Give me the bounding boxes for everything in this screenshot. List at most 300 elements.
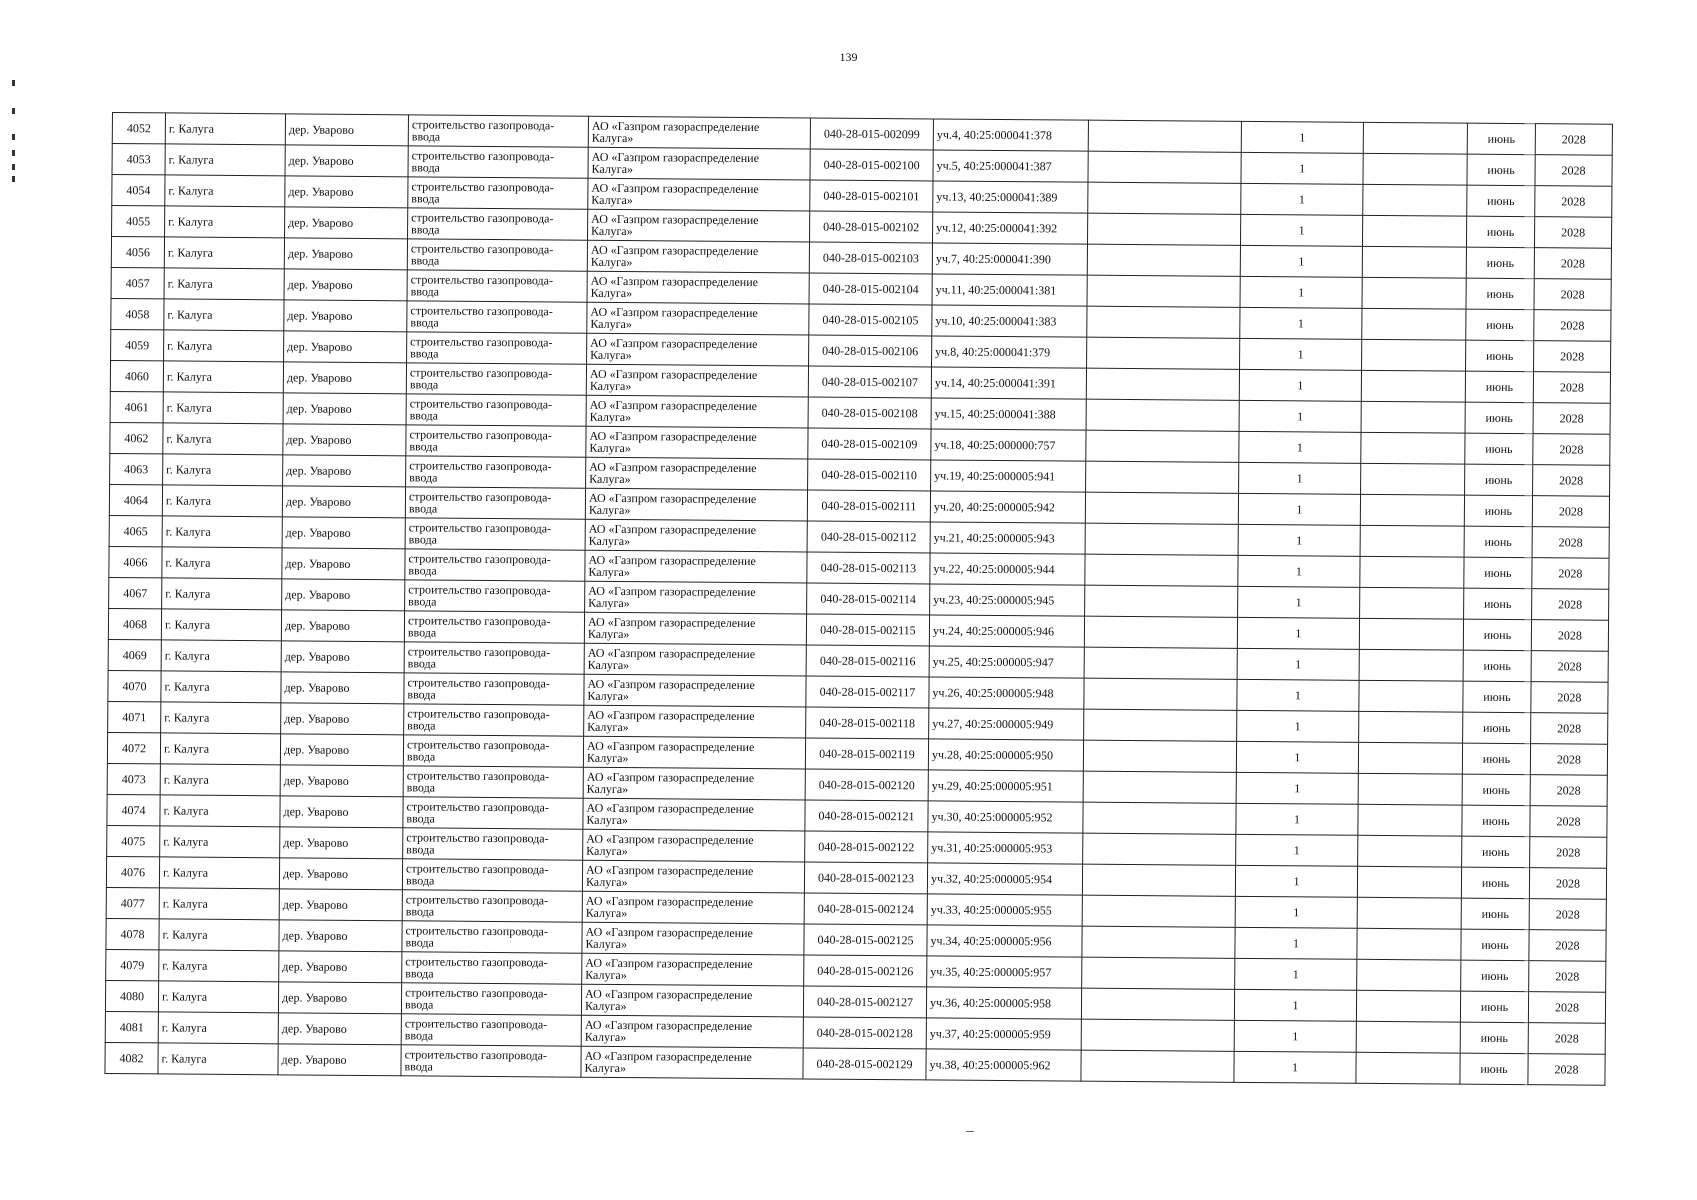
settlement: дер. Уварово xyxy=(287,245,353,261)
work-text-1: строительство газопровода- xyxy=(407,706,550,722)
quantity: 1 xyxy=(1293,904,1300,919)
settlement-cell xyxy=(283,424,406,456)
organization-line-1: АО «Газпром газораспределение xyxy=(586,769,755,786)
row-number: 4056 xyxy=(125,244,150,259)
quantity: 1 xyxy=(1299,129,1306,144)
empty-cell xyxy=(1356,1021,1460,1053)
work-line-2: ввода xyxy=(404,1028,434,1043)
empty-cell xyxy=(1088,182,1241,214)
month: июнь xyxy=(1480,999,1509,1014)
year-cell xyxy=(1534,310,1611,342)
month-cell xyxy=(1464,495,1532,527)
empty-cell xyxy=(1088,120,1241,152)
work-cell xyxy=(404,642,584,674)
year: 2028 xyxy=(1556,782,1581,798)
organization-line-1: АО «Газпром газораспределение xyxy=(591,180,759,197)
quantity-cell xyxy=(1238,555,1360,587)
month-cell xyxy=(1462,836,1530,868)
quantity: 1 xyxy=(1293,873,1300,888)
empty-cell xyxy=(1082,957,1235,989)
organization-line-2: Калуга» xyxy=(591,161,634,177)
organization-cell xyxy=(584,643,806,676)
empty-cell xyxy=(1085,554,1238,586)
quantity-cell xyxy=(1240,245,1362,277)
city-cell xyxy=(162,547,282,579)
organization-cell xyxy=(583,736,805,769)
row-number-cell xyxy=(110,422,163,453)
quantity: 1 xyxy=(1296,439,1303,454)
organization-line-1: АО «Газпром газораспределение xyxy=(586,862,754,879)
register-table xyxy=(104,112,1613,1086)
settlement-cell xyxy=(281,672,404,704)
year-cell xyxy=(1533,434,1610,466)
work-cell xyxy=(404,704,584,736)
work-line-2: ввода xyxy=(404,1059,433,1074)
code-cell xyxy=(809,335,932,367)
row-number-cell xyxy=(107,794,160,825)
work-line-2: ввода xyxy=(406,780,436,795)
empty-cell xyxy=(1087,275,1240,307)
plot-cell xyxy=(931,460,1086,492)
cadastral-plot: уч.12, 40:25:000041:392 xyxy=(936,219,1058,235)
row-number: 4071 xyxy=(122,709,147,724)
organization-line-2: Калуга» xyxy=(584,998,627,1014)
plot-cell xyxy=(933,119,1088,151)
settlement: дер. Уварово xyxy=(282,958,348,974)
work-line-2: ввода xyxy=(407,718,436,733)
organization-cell xyxy=(581,1046,803,1079)
work-cell xyxy=(401,1014,581,1046)
city: г. Калуга xyxy=(161,1050,207,1066)
city: г. Калуга xyxy=(164,647,210,663)
quantity: 1 xyxy=(1296,532,1303,547)
month-cell xyxy=(1462,743,1530,775)
code-cell xyxy=(806,676,929,708)
row-number: 4072 xyxy=(121,740,147,755)
code-cell xyxy=(804,862,927,894)
plot-cell xyxy=(933,181,1088,213)
quantity: 1 xyxy=(1294,687,1302,702)
month-cell xyxy=(1462,774,1530,806)
organization-line-1: АО «Газпром газораспределение xyxy=(589,366,758,383)
code-cell xyxy=(808,366,931,398)
organization-line-2: Калуга» xyxy=(589,409,632,425)
year: 2028 xyxy=(1560,286,1585,302)
quantity-cell xyxy=(1236,834,1358,866)
city-cell xyxy=(163,392,283,424)
row-number-cell xyxy=(106,949,159,980)
city-cell xyxy=(160,733,280,765)
work-cell xyxy=(407,270,587,302)
city: г. Калуга xyxy=(167,275,213,291)
code-cell xyxy=(810,118,933,150)
row-number: 4081 xyxy=(119,1019,144,1034)
year-cell xyxy=(1528,992,1605,1024)
month: июнь xyxy=(1482,782,1510,797)
row-number-cell xyxy=(111,237,164,268)
settlement-cell xyxy=(282,486,405,518)
settlement: дер. Уварово xyxy=(282,927,348,943)
plot-cell xyxy=(932,336,1087,368)
city-cell xyxy=(165,175,285,207)
code-cell xyxy=(804,893,927,925)
row-number: 4060 xyxy=(124,368,149,383)
empty-cell xyxy=(1358,742,1462,774)
settlement: дер. Уварово xyxy=(285,586,351,602)
year-cell xyxy=(1533,465,1610,497)
city-cell xyxy=(162,516,282,548)
row-number: 4062 xyxy=(124,430,149,445)
month-cell xyxy=(1466,247,1534,279)
month-cell xyxy=(1463,712,1531,744)
organization-line-2: Калуга» xyxy=(587,657,630,673)
project-code: 040-28-015-002105 xyxy=(822,312,919,327)
settlement: дер. Уварово xyxy=(288,214,354,230)
empty-cell xyxy=(1083,771,1236,803)
work-cell xyxy=(407,301,587,333)
month: июнь xyxy=(1483,720,1511,735)
empty-cell xyxy=(1083,740,1236,772)
quantity-cell xyxy=(1237,617,1359,649)
work-line-2: ввода xyxy=(408,563,437,578)
cadastral-plot: уч.11, 40:25:000041:381 xyxy=(935,281,1057,297)
city: г. Калуга xyxy=(168,120,215,136)
settlement-cell xyxy=(280,734,403,766)
month-cell xyxy=(1463,619,1531,651)
settlement: дер. Уварово xyxy=(283,803,349,819)
quantity-cell xyxy=(1236,803,1358,835)
empty-cell xyxy=(1358,804,1462,836)
code-cell xyxy=(804,924,927,956)
quantity: 1 xyxy=(1292,966,1299,981)
organization-line-2: Калуга» xyxy=(587,626,630,642)
row-number: 4053 xyxy=(126,151,151,166)
empty-cell xyxy=(1085,585,1238,617)
plot-cell xyxy=(928,739,1083,771)
settlement: дер. Уварово xyxy=(284,617,351,633)
city: г. Калуга xyxy=(163,771,209,787)
empty-cell xyxy=(1084,709,1237,741)
settlement-cell xyxy=(280,796,403,828)
table-body xyxy=(105,113,1613,1086)
year: 2028 xyxy=(1557,658,1582,674)
organization-cell xyxy=(587,333,809,366)
settlement-cell xyxy=(284,331,407,363)
work-text-1: строительство газопровода- xyxy=(411,210,554,226)
month-cell xyxy=(1466,216,1534,248)
settlement: дер. Уварово xyxy=(288,183,354,199)
settlement: дер. Уварово xyxy=(287,307,353,323)
row-number: 4052 xyxy=(126,120,151,135)
work-line-2: ввода xyxy=(405,966,434,981)
city-cell xyxy=(161,671,281,703)
organization-line-1: АО «Газпром газораспределение xyxy=(589,397,758,414)
month-cell xyxy=(1465,371,1533,403)
empty-cell xyxy=(1082,926,1235,958)
year-cell xyxy=(1532,589,1609,621)
month: июнь xyxy=(1485,379,1514,394)
empty-cell xyxy=(1086,399,1239,431)
quantity: 1 xyxy=(1295,625,1302,640)
plot-cell xyxy=(930,553,1085,585)
work-text-1: строительство газопровода- xyxy=(407,644,551,660)
row-number: 4066 xyxy=(123,554,148,569)
organization-line-1: АО «Газпром газораспределение xyxy=(587,645,756,662)
work-cell xyxy=(402,890,582,922)
work-line-2: ввода xyxy=(411,222,440,237)
work-text-1: строительство газопровода- xyxy=(410,241,554,257)
month: июнь xyxy=(1482,751,1511,766)
quantity-cell xyxy=(1241,121,1363,153)
organization-cell xyxy=(588,178,810,211)
month: июнь xyxy=(1485,410,1513,425)
city-cell xyxy=(164,299,284,331)
work-line-2: ввода xyxy=(406,749,436,764)
organization-cell xyxy=(588,116,810,149)
year: 2028 xyxy=(1558,503,1583,519)
project-code: 040-28-015-002124 xyxy=(817,901,914,916)
row-number: 4069 xyxy=(122,647,147,662)
cadastral-plot: уч.38, 40:25:000005:962 xyxy=(929,1056,1051,1072)
organization-line-2: Калуга» xyxy=(584,1029,627,1045)
year-cell xyxy=(1528,1054,1605,1086)
organization-line-2: Калуга» xyxy=(587,719,629,735)
settlement: дер. Уварово xyxy=(287,338,353,354)
row-number: 4055 xyxy=(126,213,151,228)
organization-line-2: Калуга» xyxy=(590,254,633,270)
plot-cell xyxy=(930,491,1085,523)
month-cell xyxy=(1461,898,1529,930)
organization-line-2: Калуга» xyxy=(586,812,629,828)
month-cell xyxy=(1464,526,1532,558)
cadastral-plot: уч.34, 40:25:000005:956 xyxy=(930,932,1052,948)
cadastral-plot: уч.20, 40:25:000005:942 xyxy=(933,498,1056,514)
city-cell xyxy=(162,578,282,610)
quantity: 1 xyxy=(1298,253,1305,268)
settlement-cell xyxy=(282,548,405,580)
settlement-cell xyxy=(278,1044,401,1076)
row-number-cell xyxy=(105,1011,158,1042)
organization-line-1: АО «Газпром газораспределение xyxy=(588,490,757,507)
work-line-2: ввода xyxy=(408,594,437,609)
cadastral-plot: уч.21, 40:25:000005:943 xyxy=(933,529,1055,545)
settlement-cell xyxy=(281,610,404,642)
empty-cell xyxy=(1357,897,1461,929)
quantity-cell xyxy=(1235,865,1357,897)
empty-cell xyxy=(1081,1050,1234,1082)
quantity: 1 xyxy=(1294,780,1301,795)
organization-cell xyxy=(582,860,804,893)
work-cell xyxy=(405,487,585,519)
empty-cell xyxy=(1360,494,1464,526)
empty-cell xyxy=(1362,277,1466,309)
month-cell xyxy=(1467,123,1535,155)
empty-cell xyxy=(1083,802,1236,834)
project-code: 040-28-015-002113 xyxy=(820,560,917,575)
quantity: 1 xyxy=(1295,563,1302,578)
year: 2028 xyxy=(1560,348,1585,364)
year: 2028 xyxy=(1556,813,1581,829)
work-cell xyxy=(403,735,583,767)
empty-cell xyxy=(1359,711,1463,743)
work-text-1: строительство газопровода- xyxy=(411,179,554,195)
quantity-cell xyxy=(1241,183,1363,215)
settlement: дер. Уварово xyxy=(282,865,349,881)
city-cell xyxy=(163,454,283,486)
year-cell xyxy=(1531,620,1608,652)
settlement-cell xyxy=(283,455,406,487)
city: г. Калуга xyxy=(161,1019,207,1035)
year: 2028 xyxy=(1559,410,1584,426)
empty-cell xyxy=(1087,306,1240,338)
organization-line-1: АО «Газпром газораспределение xyxy=(590,304,758,321)
work-line-2: ввода xyxy=(407,656,437,671)
settlement-cell xyxy=(283,362,406,394)
year-cell xyxy=(1534,217,1611,249)
empty-cell xyxy=(1362,215,1466,247)
cadastral-plot: уч.5, 40:25:000041:387 xyxy=(936,157,1052,173)
plot-cell xyxy=(929,708,1084,740)
settlement: дер. Уварово xyxy=(284,679,350,695)
settlement: дер. Уварово xyxy=(283,741,350,757)
city-cell xyxy=(165,144,285,176)
city-cell xyxy=(163,361,283,393)
cadastral-plot: уч.25, 40:25:000005:947 xyxy=(932,653,1054,669)
organization-cell xyxy=(585,581,807,614)
row-number-cell xyxy=(112,175,165,206)
work-cell xyxy=(406,363,586,395)
work-line-2: ввода xyxy=(409,408,439,423)
quantity: 1 xyxy=(1295,594,1302,609)
code-cell xyxy=(803,1048,926,1080)
settlement-cell xyxy=(284,238,407,270)
year: 2028 xyxy=(1558,565,1583,581)
row-number: 4057 xyxy=(125,275,150,290)
cadastral-plot: уч.7, 40:25:000041:390 xyxy=(935,250,1051,266)
row-number: 4059 xyxy=(125,337,150,352)
month: июнь xyxy=(1486,224,1515,239)
project-code: 040-28-015-002118 xyxy=(819,715,916,730)
work-cell xyxy=(405,549,585,581)
settlement-cell xyxy=(283,393,406,425)
code-cell xyxy=(804,955,927,987)
month: июнь xyxy=(1483,689,1511,704)
row-number-cell xyxy=(109,484,162,515)
month-cell xyxy=(1464,588,1532,620)
month: июнь xyxy=(1486,286,1514,301)
row-number: 4067 xyxy=(123,585,148,600)
quantity-cell xyxy=(1240,276,1362,308)
month: июнь xyxy=(1481,937,1509,952)
quantity-cell xyxy=(1240,307,1362,339)
work-text-1: строительство газопровода- xyxy=(408,489,552,505)
scan-mark xyxy=(966,1131,974,1132)
organization-line-2: Калуга» xyxy=(588,564,630,580)
row-number-cell xyxy=(109,577,162,608)
city-cell xyxy=(164,237,284,269)
year: 2028 xyxy=(1557,689,1582,705)
city-cell xyxy=(161,702,281,734)
work-cell xyxy=(404,673,584,705)
work-text-1: строительство газопровода- xyxy=(408,551,551,567)
empty-cell xyxy=(1357,866,1461,898)
organization-line-2: Калуга» xyxy=(588,502,631,518)
city: г. Калуга xyxy=(166,399,212,415)
organization-line-1: АО «Газпром газораспределение xyxy=(584,1017,753,1034)
organization-cell xyxy=(583,829,805,862)
settlement-cell xyxy=(285,114,408,146)
work-cell xyxy=(401,1045,581,1077)
settlement-cell xyxy=(279,858,402,890)
quantity: 1 xyxy=(1298,191,1305,206)
settlement: дер. Уварово xyxy=(283,772,349,788)
row-number: 4073 xyxy=(121,771,146,786)
settlement: дер. Уварово xyxy=(283,834,349,850)
organization-line-1: АО «Газпром газораспределение xyxy=(590,242,759,259)
cadastral-plot: уч.14, 40:25:000041:391 xyxy=(934,374,1057,390)
plot-cell xyxy=(930,522,1085,554)
work-text-1: строительство газопровода- xyxy=(405,892,549,908)
organization-line-2: Калуга» xyxy=(585,874,628,890)
row-number-cell xyxy=(109,546,162,577)
code-cell xyxy=(809,304,932,336)
year: 2028 xyxy=(1561,193,1586,209)
work-text-1: строительство газопровода- xyxy=(407,675,550,691)
year: 2028 xyxy=(1554,999,1580,1015)
cadastral-plot: уч.10, 40:25:000041:383 xyxy=(935,312,1057,328)
work-line-2: ввода xyxy=(404,997,434,1012)
organization-line-1: АО «Газпром газораспределение xyxy=(588,552,756,569)
city-cell xyxy=(159,950,279,982)
row-number-cell xyxy=(107,763,160,794)
project-code: 040-28-015-002126 xyxy=(817,963,914,978)
empty-cell xyxy=(1084,647,1237,679)
empty-cell xyxy=(1360,587,1464,619)
cadastral-plot: уч.33, 40:25:000005:955 xyxy=(930,901,1052,917)
year-cell xyxy=(1529,930,1606,962)
project-code: 040-28-015-002129 xyxy=(816,1056,913,1071)
organization-line-1: АО «Газпром газораспределение xyxy=(588,521,757,538)
code-cell xyxy=(805,831,928,863)
empty-cell xyxy=(1081,988,1234,1020)
organization-line-2: Калуга» xyxy=(590,347,632,363)
empty-cell xyxy=(1359,649,1463,681)
organization-cell xyxy=(584,612,806,645)
work-text-1: строительство газопровода- xyxy=(406,799,549,815)
work-cell xyxy=(402,952,582,984)
month-cell xyxy=(1465,464,1533,496)
organization-line-1: АО «Газпром газораспределение xyxy=(591,118,760,135)
row-number: 4079 xyxy=(120,957,145,972)
work-text-1: строительство газопровода- xyxy=(411,148,555,164)
city: г. Калуга xyxy=(168,182,214,198)
project-code: 040-28-015-002110 xyxy=(821,467,917,482)
empty-cell xyxy=(1360,525,1464,557)
organization-line-1: АО «Газпром газораспределение xyxy=(585,986,753,1003)
row-number-cell xyxy=(111,267,164,298)
project-code: 040-28-015-002108 xyxy=(821,405,918,420)
organization-cell xyxy=(587,302,809,335)
row-number-cell xyxy=(108,608,161,639)
project-code: 040-28-015-002106 xyxy=(822,343,919,358)
code-cell xyxy=(803,1017,926,1049)
empty-cell xyxy=(1362,308,1466,340)
code-cell xyxy=(805,769,928,801)
work-text-1: строительство газопровода- xyxy=(404,1016,548,1032)
row-number-cell xyxy=(111,298,164,329)
settlement: дер. Уварово xyxy=(284,648,350,664)
city: г. Калуга xyxy=(162,864,209,880)
